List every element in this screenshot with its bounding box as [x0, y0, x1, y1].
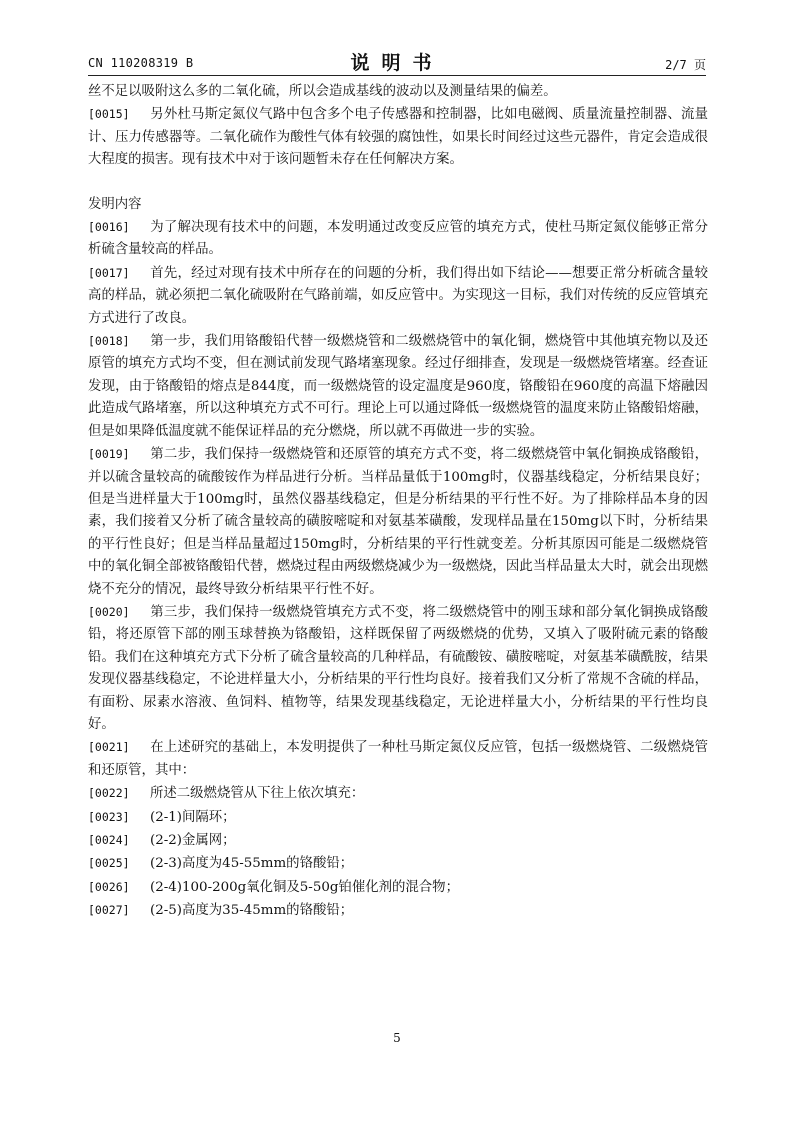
paragraph-number: [0017]: [88, 265, 130, 280]
paragraph-0018: [88, 330, 708, 443]
page-header: [88, 44, 706, 76]
paragraph-0016: [88, 216, 708, 262]
document-title: 说明书: [350, 52, 444, 74]
page-number: 5: [393, 1031, 401, 1045]
paragraph-0025: [88, 852, 708, 875]
paragraph-text: (2-1)间隔环；: [150, 809, 236, 825]
paragraph-number: [0027]: [88, 903, 130, 918]
paragraph-number: [0026]: [88, 879, 130, 894]
section-heading: 发明内容: [88, 196, 142, 212]
paragraph-0027: [88, 899, 708, 922]
paragraph-text: 首先，经过对现有技术中所存在的问题的分析，我们得出如下结论——想要正常分析硫含量较高的样品，就必须把二氧化硫吸附在气路前端，如反应管中。为实现这一目标，我们对传统的反应管填充方式进行了改良。: [88, 265, 708, 326]
header-rule: [88, 75, 706, 76]
paragraph-0020: [88, 601, 708, 736]
continuation-text: 丝不足以吸附这么多的二氧化硫，所以会造成基线的波动以及测量结果的偏差。: [88, 84, 557, 99]
paragraph-0017: [88, 262, 708, 330]
paragraph-number: [0021]: [88, 740, 130, 755]
publication-number: CN 110208319 B: [88, 56, 194, 70]
paragraph-text: 另外杜马斯定氮仪气路中包含多个电子传感器和控制器，比如电磁阀、质量流量控制器、流量计、压力传感器等。二氧化硫作为酸性气体有较强的腐蚀性，如果长时间经过这些元器件，肯定会造成很大程度的损害。现有技术中对于该问题暂未存在任何解决方案。: [88, 107, 708, 168]
paragraph-text: (2-5)高度为35-45mm的铬酸铅；: [150, 903, 354, 919]
paragraph-number: [0016]: [88, 220, 130, 235]
paragraph-text: 第一步，我们用铬酸铅代替一级燃烧管和二级燃烧管中的氧化铜，燃烧管中其他填充物以及还原管的填充方式均不变，但在测试前发现气路堵塞现象。经过仔细排查，发现是一级燃烧管堵塞。经查证发现，由于铬酸铅的熔点是844度，而一级燃烧管的设定温度是960度，铬酸铅在960度的高温下熔融因此造成气路堵塞，所以这种填充方式不可行。理论上可以通过降低一级燃烧管的温度来防止铬酸铅熔融，但是如果降低温度就不能保证样品的充分燃烧，所以就不再做进一步的实验。: [88, 334, 708, 439]
paragraph-number: [0025]: [88, 856, 130, 871]
paragraph-number: [0024]: [88, 833, 130, 847]
document-body: [88, 81, 708, 923]
paragraph-text: 所述二级燃烧管从下往上依次填充：: [150, 786, 365, 802]
paragraph-text: 第三步，我们保持一级燃烧管填充方式不变，将二级燃烧管中的刚玉球和部分氧化铜换成铬酸铅，将还原管下部的刚玉球替换为铬酸铅，这样既保留了两级燃烧的优势，又填入了吸附硫元素的铬酸铅。我们在这种填充方式下分析了硫含量较高的几种样品，有硫酸铵、磺胺嘧啶，对氨基苯磺酰胺，结果发现仪器基线稳定，不论进样量大小，分析结果的平行性均良好。接着我们又分析了常规不含硫的样品，有面粉、尿素水溶液、鱼饲料、植物等，结果发现基线稳定，无论进样量大小，分析结果的平行性均良好。: [88, 604, 708, 732]
paragraph-text: 为了解决现有技术中的问题，本发明通过改变反应管的填充方式，使杜马斯定氮仪能够正常分析硫含量较高的样品。: [88, 220, 708, 258]
paragraph-0021: [88, 736, 708, 782]
paragraph-0024: [88, 829, 708, 852]
paragraph-text: (2-2)金属网；: [150, 833, 236, 848]
paragraph-number: [0023]: [88, 809, 130, 824]
paragraph-text: 第二步，我们保持一级燃烧管和还原管的填充方式不变，将二级燃烧管中氧化铜换成铬酸铅，并以硫含量较高的硫酸铵作为样品进行分析。当样品量低于100mg时，仪器基线稳定，分析结果良好；但是当进样量大于100mg时，虽然仪器基线稳定，但是分析结果的平行性不好。为了排除样品本身的因素，我们接着又分析了硫含量较高的磺胺嘧啶和对氨基苯磺酸，发现样品量在150mg以下时，分析结果的平行性良好；但是当样品量超过150mg时，分析结果的平行性就变差。分析其原因可能是二级燃烧管中的氧化铜全部被铬酸铅代替，燃烧过程由两级燃烧减少为一级燃烧，因此当样品量太大时，就会出现燃烧不充分的情况，最终导致分析结果平行性不好。: [88, 447, 708, 597]
paragraph-number: [0019]: [88, 447, 130, 462]
paragraph-number: [0015]: [88, 107, 130, 122]
page-info: 2/7 页: [665, 58, 706, 72]
paragraph-text: (2-3)高度为45-55mm的铬酸铅；: [150, 856, 354, 872]
paragraph-number: [0020]: [88, 604, 130, 619]
paragraph-text: (2-4)100-200g氧化铜及5-50g铂催化剂的混合物；: [150, 879, 459, 895]
paragraph-text: 在上述研究的基础上，本发明提供了一种杜马斯定氮仪反应管，包括一级燃烧管、二级燃烧管和还原管，其中：: [88, 740, 708, 778]
paragraph-0019: [88, 443, 708, 601]
paragraph-number: [0022]: [88, 786, 130, 801]
paragraph-0026: [88, 876, 708, 899]
paragraph-0023: [88, 806, 708, 829]
paragraph-0015: [88, 103, 708, 171]
paragraph-number: [0018]: [88, 334, 130, 349]
paragraph-0022: [88, 782, 708, 805]
